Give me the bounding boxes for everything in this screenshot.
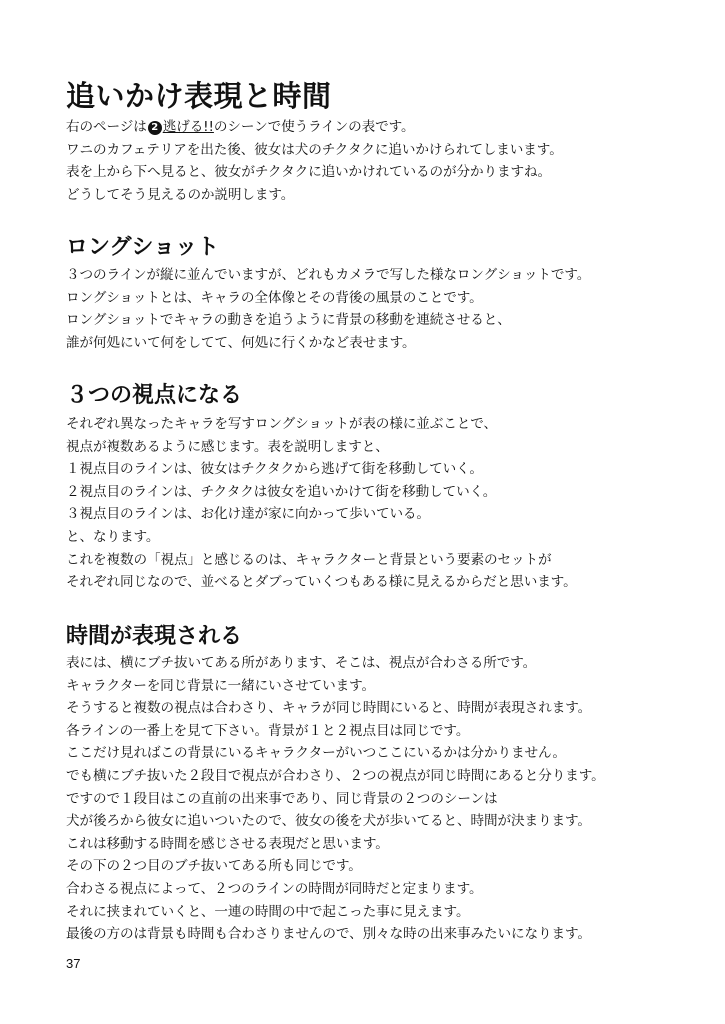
body-line: ロングショットとは、キャラの全体像とその背後の風景のことです。 (66, 289, 483, 306)
intro-paragraph (66, 116, 563, 206)
intro-suffix: のシーンで使うラインの表です。 (213, 119, 415, 135)
circled-number-badge: 2 (148, 121, 162, 135)
body-line: でも横にブチ抜いた２段目で視点が合わさり、２つの視点が同じ時間にあると分ります。 (66, 767, 605, 784)
section-heading-time-expression: 時間が表現される (66, 624, 243, 649)
referenced-scene-title: 逃げる!! (162, 119, 214, 135)
body-line: キャラクターを同じ背景に一緒にいさせています。 (66, 677, 375, 694)
body-line: その下の２つ目のブチ抜いてある所も同じです。 (66, 858, 362, 875)
section-heading-three-viewpoints: ３つの視点になる (66, 383, 243, 408)
body-line: 犬が後ろから彼女に追いついたので、彼女の後を犬が歩いてると、時間が決まります。 (66, 813, 591, 830)
body-line: これは移動する時間を感じさせる表現だと思います。 (66, 835, 389, 852)
body-line: ３視点目のラインは、お化け達が家に向かって歩いている。 (66, 506, 430, 523)
body-line: そうすると複数の視点は合わさり、キャラが同じ時間にいると、時間が表現されます。 (66, 700, 592, 717)
body-line: １視点目のラインは、彼女はチクタクから逃げて街を移動していく。 (66, 461, 483, 478)
intro-line: ワニのカフェテリアを出た後、彼女は犬のチクタクに追いかけられてしまいます。 (66, 141, 563, 158)
body-line: 最後の方のは背景も時間も合わさりませんので、別々な時の出来事みたいになります。 (66, 926, 591, 943)
body-line: ですので１段目はこの直前の出来事であり、同じ背景の２つのシーンは (66, 790, 498, 807)
body-line: これを複数の「視点」と感じるのは、キャラクターと背景という要素のセットが (66, 551, 552, 568)
page-title: 追いかけ表現と時間 (66, 79, 332, 113)
body-line: と、なります。 (66, 528, 160, 545)
page-number: 37 (66, 956, 81, 971)
section-body-time-expression (66, 652, 605, 946)
body-line: ３つのラインが縦に並んでいますが、どれもカメラで写した様なロングショットです。 (66, 267, 591, 283)
body-line: 各ラインの一番上を見て下さい。背景が１と２視点目は同じです。 (66, 722, 470, 739)
intro-prefix: 右のページは (66, 119, 147, 135)
body-line: ここだけ見ればこの背景にいるキャラクターがいつここにいるかは分かりません。 (66, 745, 566, 762)
body-line: それぞれ同じなので、並べるとダブっていくつもある様に見えるからだと思います。 (66, 574, 577, 591)
body-line: 視点が複数あるように感じます。表を説明しますと、 (66, 438, 389, 455)
section-body-three-viewpoints (66, 413, 577, 594)
section-body-long-shot (66, 264, 590, 354)
intro-line (66, 116, 563, 139)
body-line: 合わさる視点によって、２つのラインの時間が同時だと定まります。 (66, 880, 483, 897)
intro-line: どうしてそう見えるのか説明します。 (66, 186, 295, 203)
body-line: ２視点目のラインは、チクタクは彼女を追いかけて街を移動していく。 (66, 483, 497, 500)
intro-line: 表を上から下へ見ると、彼女がチクタクに追いかけれているのが分かりますね。 (66, 164, 551, 181)
body-line: 誰が何処にいて何をしてて、何処に行くかなど表せます。 (66, 334, 416, 351)
body-line: ロングショットでキャラの動きを追うように背景の移動を連続させると、 (66, 312, 511, 329)
body-line: 表には、横にブチ抜いてある所があります、そこは、視点が合わさる所です。 (66, 655, 537, 671)
section-heading-long-shot: ロングショット (66, 235, 220, 260)
body-line: それに挟まれていくと、一連の時間の中で起こった事に見えます。 (66, 903, 470, 920)
body-line: それぞれ異なったキャラを写すロングショットが表の様に並ぶことで、 (66, 416, 497, 432)
